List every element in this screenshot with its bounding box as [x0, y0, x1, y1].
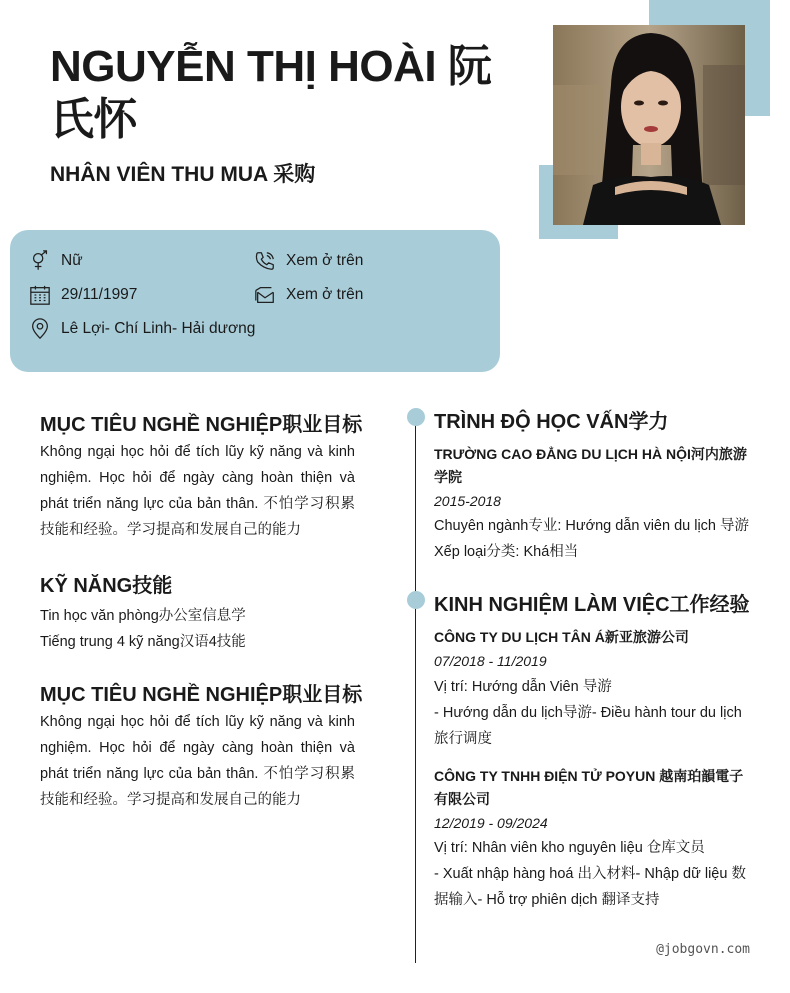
- email-row: [254, 283, 363, 307]
- job-period-2: 12/2019 - 09/2024: [434, 815, 548, 831]
- objective-text-1: Không ngại học hỏi để tích lũy kỹ năng và kinh nghiệm. Học hỏi để ngày càng hoàn thiện và phát triển năng lực của bản thân. 不怕学习积累技能和经验。学习提高和发展自己的能力: [40, 444, 355, 538]
- timeline-dot-experience: [407, 591, 425, 609]
- candidate-name: NGUYỄN THỊ HOÀI 阮氏怀: [50, 42, 492, 144]
- education-school: TRƯỜNG CAO ĐẲNG DU LỊCH HÀ NỘI河内旅游学院: [434, 446, 747, 485]
- education-heading: TRÌNH ĐỘ HỌC VẤN学力: [434, 411, 669, 433]
- mail-icon: [254, 284, 276, 306]
- phone-value: Xem ở trên: [286, 252, 364, 269]
- objective-text-2: Không ngại học hỏi để tích lũy kỹ năng và kinh nghiệm. Học hỏi để ngày càng hoàn thiện và phát triển năng lực của bản thân. 不怕学习积累技能和经验。学习提高和发展自己的能力: [40, 714, 355, 808]
- experience-heading: KINH NGHIỆM LÀM VIỆC工作经验: [434, 594, 750, 616]
- education-major: Chuyên ngành专业: Hướng dẫn viên du lịch 导游: [434, 518, 750, 534]
- watermark: @jobgovn.com: [656, 942, 750, 957]
- profile-photo: [553, 25, 745, 225]
- job-company-1: CÔNG TY DU LỊCH TÂN Á新亚旅游公司: [434, 629, 689, 645]
- calendar-icon: [29, 284, 51, 306]
- job-position-1: Vị trí: Hướng dẫn Viên 导游: [434, 679, 612, 695]
- job-title: NHÂN VIÊN THU MUA 采购: [50, 163, 316, 186]
- phone-icon: [254, 250, 276, 272]
- birthdate-value: 29/11/1997: [61, 286, 138, 303]
- timeline-line: [415, 415, 416, 963]
- address-row: [29, 317, 255, 341]
- skill-item-2: Tiếng trung 4 kỹ năng汉语4技能: [40, 634, 246, 650]
- job-position-2: Vị trí: Nhân viên kho nguyên liệu 仓库文员: [434, 840, 705, 856]
- email-value: Xem ở trên: [286, 286, 364, 303]
- job-period-1: 07/2018 - 11/2019: [434, 653, 547, 669]
- job-desc-1: - Hướng dẫn du lịch导游- Điều hành tour du lịch旅行调度: [434, 705, 742, 747]
- gender-row: [29, 249, 83, 273]
- phone-row: [254, 249, 363, 273]
- job-company-2: CÔNG TY TNHH ĐIỆN TỬ POYUN 越南珀韻電子有限公司: [434, 768, 744, 807]
- gender-icon: [29, 250, 51, 272]
- skill-item-1: Tin học văn phòng办公室信息学: [40, 608, 246, 624]
- objective-heading-1: MỤC TIÊU NGHỀ NGHIỆP职业目标: [40, 414, 363, 436]
- gender-value: Nữ: [61, 252, 83, 269]
- education-grade: Xếp loại分类: Khá相当: [434, 544, 579, 560]
- timeline-dot-education: [407, 408, 425, 426]
- objective-heading-2: MỤC TIÊU NGHỀ NGHIỆP职业目标: [40, 684, 363, 706]
- location-icon: [29, 318, 51, 340]
- address-value: Lê Lợi- Chí Linh- Hải dương: [61, 320, 256, 337]
- skills-heading: KỸ NĂNG技能: [40, 575, 173, 597]
- education-period: 2015-2018: [434, 493, 501, 509]
- job-desc-2: - Xuất nhập hàng hoá 出入材料- Nhập dữ liệu 数据输入- Hỗ trợ phiên dịch 翻译支持: [434, 866, 746, 908]
- birthdate-row: [29, 283, 137, 307]
